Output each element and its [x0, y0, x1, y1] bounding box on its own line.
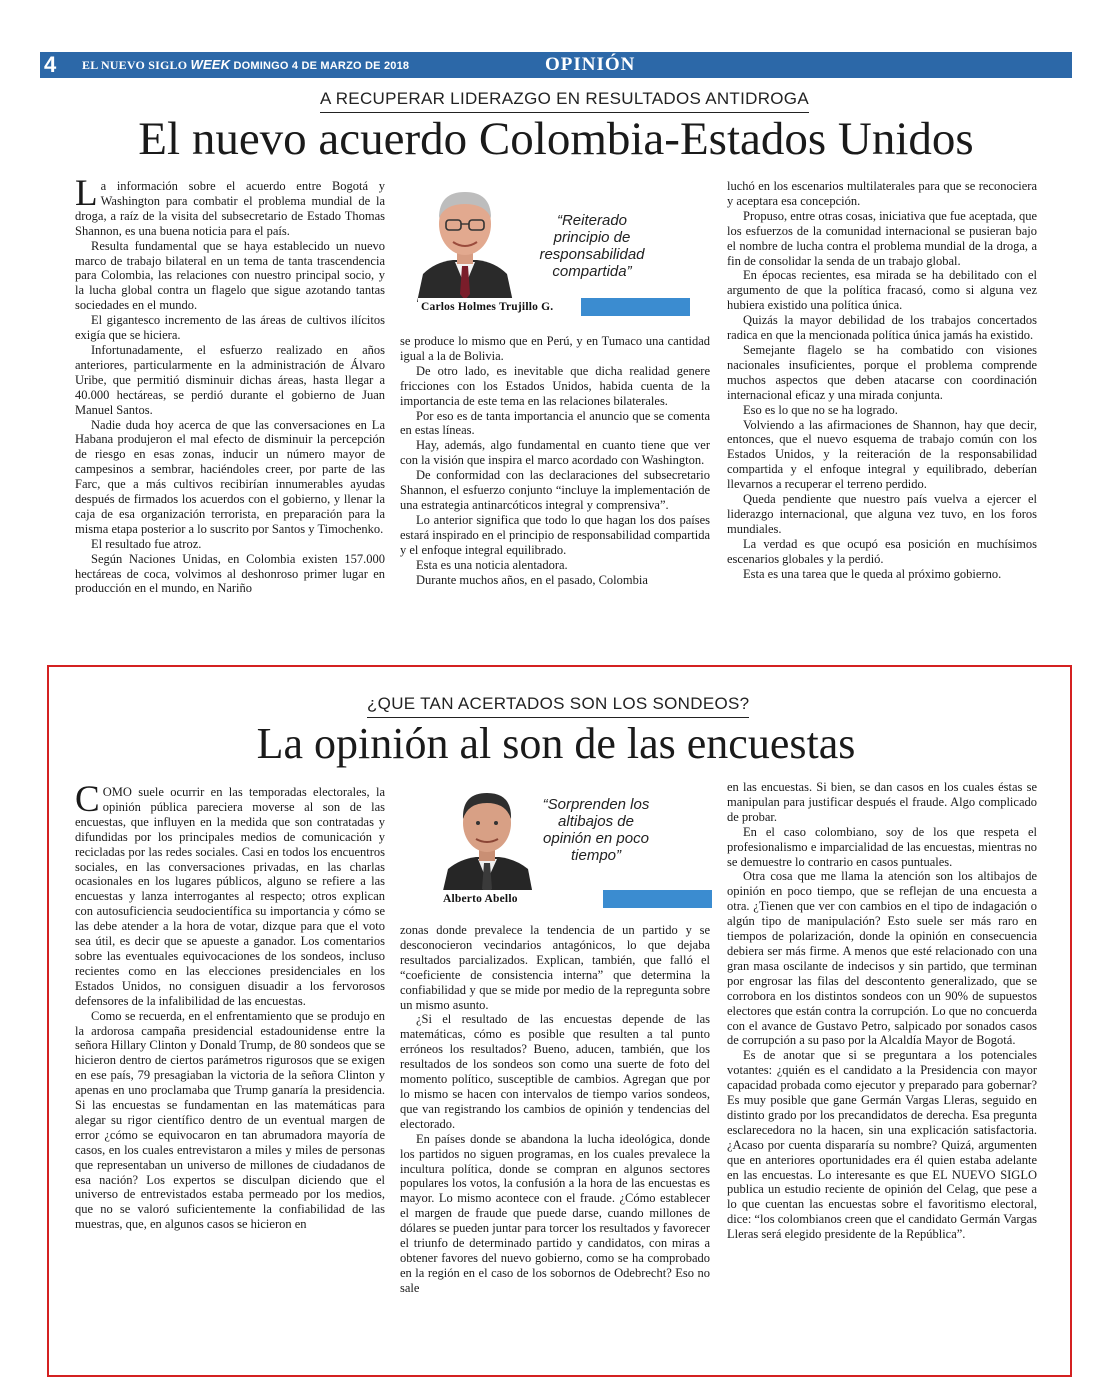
paragraph: Volviendo a las afirmaciones de Shannon, hay que decir, entonces, que el nuevo esquema de trabajo común con los Estados Unidos, y la reiteración de la responsabilidad compartida y el enfoque integral y equilibrado, deberían llevarnos a recuperar el terreno perdido. — [727, 417, 1037, 492]
article2-col1-first: OMO suele ocurrir en las temporadas electorales, la opinión pública pareciera moverse al son de las encuestas, que influyen en la medida que son contratadas y difundidas por los principales medios de comunicación y recicladas por las redes sociales. Casi en todos los encuentros sociales, en las conversaciones privadas, en las charlas ocasionales en los lugares públicos, alguno se refiere a las encuestas y lanza interrogantes al respecto; otros explican con autosuficiencia seudocientífica su importancia y cómo se las debe atender a la hora de votar, dizque para que el voto sea útil, es decir que se apueste a ganador. Los comentarios sobre las eventuales equivocaciones de los sondeos, incluso recientes como en las elecciones presidenciales en los Estados Unidos, no consiguen disuadir a los fervorosos defensores de la infalibilidad de las encuestas. — [75, 785, 385, 1008]
paragraph: El resultado fue atroz. — [91, 536, 202, 551]
article1-author-bar — [418, 298, 690, 316]
paragraph: Por eso es de tanta importancia el anuncio que se comenta en estas líneas. — [400, 408, 710, 438]
article1-column-1 — [75, 173, 385, 596]
article2-column-1 — [75, 779, 385, 1232]
paragraph: se produce lo mismo que en Perú, y en Tumaco una cantidad igual a la de Bolivia. — [400, 334, 710, 363]
paper-edition: WEEK — [190, 57, 231, 72]
paragraph: Otra cosa que me llama la atención son los altibajos de opinión en poco tiempo, que se reflejan de una encuesta a otra. ¿Tienen que ver con cambios en el tipo de indagación o algún tipo de manipulación? Esto suele ser más raro en tiempos de polarización, donde la opinión en consecuencia debiera ser más firme. A menos que esté relacionado con una gran masa oscilante de indecisos y sin partido, que terminan por engrosar las filas del descontento generalizado, que se corrobora en los distintos sondeos con un 90% de supuestos electores que están contra la corrupción. Lo que no concuerda con el avance de Gustavo Petro, salpicado por sonados casos de corrupción a su paso por la Alcaldía Mayor de Bogotá. — [727, 869, 1037, 1048]
paragraph: ¿Si el resultado de las encuestas depende de las matemáticas, cómo es posible que resulten a tal punto erróneos los resultados? Bueno, aducen, también, que los resultados de los sondeos son como una suerte de foto del momento político, susceptible de cambios. Agregan que por lo mismo se hacen con intervalos de tiempo varios sondeos, que van registrando los cambios de opinión y tendencias del electorado. — [400, 1012, 710, 1131]
article2-dropcap: C — [75, 779, 100, 820]
paragraph: Según Naciones Unidas, en Colombia existen 157.000 hectáreas de coca, volvimos al deshonroso primer lugar en producción en el mundo, en Nariño — [75, 551, 385, 596]
paragraph: Eso es lo que no se ha logrado. — [743, 402, 898, 417]
paragraph: Infortunadamente, el esfuerzo realizado en años anteriores, particularmente en la administración de Álvaro Uribe, que permitió disminuir dichas áreas, hasta llegar a 40.000 hectáreas, se perdió durante el gobierno de Juan Manuel Santos. — [75, 342, 385, 417]
paragraph: El gigantesco incremento de las áreas de cultivos ilícitos exigía que se hiciera. — [75, 313, 385, 343]
article1-kicker: A RECUPERAR LIDERAZGO EN RESULTADOS ANTIDROGA — [320, 89, 809, 113]
paragraph: Resulta fundamental que se haya establecido un nuevo marco de trabajo bilateral en un tema de tanta trascendencia para Colombia, las relaciones con nuestro principal socio, y la lucha global contra un flagelo que sigue azotando tantas sociedades en el mundo. — [75, 238, 385, 313]
paragraph: Queda pendiente que nuestro país vuelva a ejercer el liderazgo internacional, que alguna vez tuvo, en los foros mundiales. — [727, 492, 1037, 536]
paragraph: Propuso, entre otras cosas, iniciativa que fue aceptada, que los esfuerzos de la comunidad internacional se pusieran bajo el nombre de lucha contra el problema mundial de la droga, a fin de consolidar la senda de un trabajo global. — [727, 208, 1037, 268]
page-number: 4 — [44, 52, 57, 77]
article2-author-name: Alberto Abello — [443, 893, 518, 905]
paragraph: Hay, además, algo fundamental en cuanto tiene que ver con la visión que inspira el marco acordado con Washington. — [400, 438, 710, 468]
article2-author-bar — [440, 890, 712, 908]
paragraph: luchó en los escenarios multilaterales para que se reconociera y aceptara esa concepción. — [727, 179, 1037, 208]
paper-name: EL NUEVO SIGLO — [82, 58, 188, 72]
article2-column-2 — [400, 923, 710, 1296]
article1-pull-quote: “Reiterado principio de responsabilidad compartida” — [539, 212, 645, 280]
issue-date: DOMINGO 4 DE MARZO DE 2018 — [233, 60, 410, 72]
paragraph: Lo anterior significa que todo lo que hagan los dos países estará inspirado en el principio de responsabilidad compartida y el enfoque integral equilibrado. — [400, 512, 710, 557]
paragraph: En países donde se abandona la lucha ideológica, donde los partidos no siguen programas, en los cuales prevalece la incultura política, donde se compran en algunos sectores populares los votos, la confusión a la hora de las encuestas es mayor. Lo mismo acontece con el fraude. ¿Cómo establecer el margen de fraude que puede darse, cuando millones de dólares se pueden juntar para torcer los resultados y favorecer el triunfo de determinado partido y candidatos, con miras a obtener favores del nuevo gobierno, como se ha comprobado en la región en el caso de los sobornos de Odebrecht? Eso no sale — [400, 1131, 710, 1295]
paragraph: Nadie duda hoy acerca de que las conversaciones en La Habana produjeron el mal efecto de disminuir la percepción de riesgo en esas zonas, inducir un número mayor de campesinos a sembrar, haciéndoles creer, por parte de las Farc, que a más cultivos recibirían innumerables ayudas después de firmados los acuerdos con el gobierno, y llenar la caja de esa organización terrorista, en preparación para la misma etapa posterior a lo suscrito por Santos y Timochenko. — [75, 417, 385, 536]
paragraph: Semejante flagelo se ha combatido con visiones nacionales insuficientes, porque el problema comprende muchos aspectos que deben atacarse con coordinación internacional eficaz y una mirada conjunta. — [727, 342, 1037, 402]
article2-kicker: ¿QUE TAN ACERTADOS SON LOS SONDEOS? — [367, 694, 749, 718]
paragraph: Durante muchos años, en el pasado, Colombia — [416, 572, 648, 587]
paragraph: en las encuestas. Si bien, se dan casos en los cuales éstas se manipulan para justificar después el fraude. Algo complicado de probar. — [727, 780, 1037, 824]
paragraph: En épocas recientes, esa mirada se ha debilitado con el argumento de que la política fracasó, como si alguna vez hubiera existido una política única. — [727, 268, 1037, 313]
article1-dropcap: L — [75, 173, 98, 214]
paragraph: Quizás la mayor debilidad de los trabajos concertados radica en que la mencionada política única jamás ha existido. — [727, 313, 1037, 343]
paragraph: Esta es una noticia alentadora. — [416, 557, 568, 572]
paragraph: De conformidad con las declaraciones del subsecretario Shannon, el esfuerzo conjunto “incluye la implementación de una estrategia antinarcóticos integral y comprensiva”. — [400, 468, 710, 512]
masthead — [82, 52, 409, 79]
paragraph: zonas donde prevalece la tendencia de un partido y se desconocieron vecindarios antagónicos, lo que dejaba resultados parcializados. Explican, también, que falló el “coeficiente de consistencia interna” que determina la confiabilidad y que se mide por medio de la repregunta sobre un mismo asunto. — [400, 923, 710, 1012]
article1-headline: El nuevo acuerdo Colombia-Estados Unidos — [138, 113, 974, 165]
author-photo-carlos-holmes — [415, 182, 515, 302]
article1-col1-first: a información sobre el acuerdo entre Bogotá y Washington para combatir el problema mundial de la droga, a raíz de la visita del subsecretario de Estado Thomas Shannon, es una buena noticia para el país. — [75, 179, 385, 238]
section-title: OPINIÓN — [545, 54, 636, 75]
paragraph: En el caso colombiano, soy de los que respeta el profesionalismo e imparcialidad de las encuestas, mientras no se demuestre lo contrario en casos puntuales. — [727, 824, 1037, 869]
author-photo-alberto-abello — [440, 785, 535, 895]
article2-column-3 — [727, 780, 1037, 1242]
article1-column-2 — [400, 334, 710, 587]
article2-headline: La opinión al son de las encuestas — [256, 719, 856, 768]
paragraph: Esta es una tarea que le queda al próximo gobierno. — [743, 566, 1002, 581]
article1-column-3 — [727, 179, 1037, 581]
article1-author-name: Carlos Holmes Trujillo G. — [421, 301, 554, 313]
page-header-bar — [40, 52, 1072, 78]
article2-pull-quote: “Sorprenden los altibajos de opinión en poco tiempo” — [542, 796, 650, 864]
paragraph: De otro lado, es inevitable que dicha realidad genere fricciones con los Estados Unidos, habida cuenta de la importancia de este tema en las relaciones bilaterales. — [400, 363, 710, 408]
paragraph: Es de anotar que si se preguntara a los potenciales votantes: ¿quién es el candidato a la Presidencia con mayor capacidad probada como ejecutor y preparado para gobernar? Es muy posible que gane Germán Vargas Lleras, seguido en distinto grado por los precandidatos de derecha. Esa pregunta esclarecedora no la hacen, sin una explicación satisfactoria. ¿Acaso por cuenta dispararía su nombre? Quizá, argumenten que en anteriores oportunidades era él quien estaba adelante en las encuestas. Lo interesante es que EL NUEVO SIGLO publica un estudio reciente de opinión del Celag, que pese a lo que cuentan las encuestas sobre el favoritismo electoral, dice: “los colombianos creen que el candidato Germán Vargas Lleras será elegido presidente de la República”. — [727, 1048, 1037, 1242]
paragraph: Como se recuerda, en el enfrentamiento que se produjo en la ardorosa campaña presidencial estadounidense entre la señora Hillary Clinton y Donald Trump, de 80 sondeos que se hicieron dentro de ciertos parámetros rigurosos que se exigen en ese país, 79 presagiaban la victoria de la señora Clinton y apenas en uno proclamaba que Trump ganaría la presidencia. Si las encuestas se fundamentan en las matemáticas para alegar su rigor científico dentro de un eventual margen de error ¿cómo se equivocaron en tan abrumadora mayoría de casos, en los cuales entrevistaron a miles y miles de personas que representaban un universo de millones de ciudadanos de esa nación? Los expertos se disculpan diciendo que el universo de entrevistados estaba permeado por los medios, que no se valoró suficientemente la confiabilidad de las muestras, que, en algunos casos se hicieron en — [75, 1008, 385, 1232]
paragraph: La verdad es que ocupó esa posición en muchísimos escenarios globales y la perdió. — [727, 536, 1037, 566]
